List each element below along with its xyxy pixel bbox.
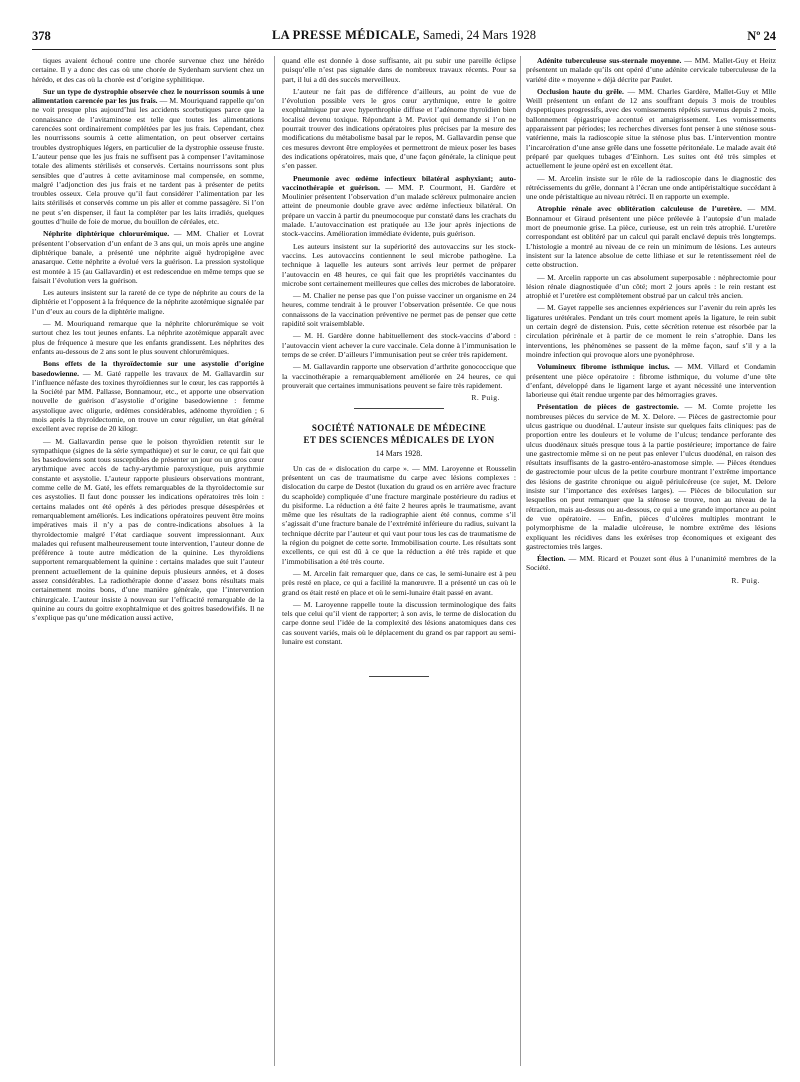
paragraph-text: — MM. Bonnamour et Giraud présentent une pièce prélevée à l’autopsie d’un malade mort de pneumonie grise. La pièce, curieuse, est un rein très atrophié. L’uretère correspondant est oblitéré par un calcul qui paraît enclavé depuis très longtemps. L’histologie a montré au niveau de ce rein un minimum de lésions. Les auteurs insistent sur la latence absolue de cette lithiase et sur le retentissement réel de cette obstruction. <box>526 204 776 270</box>
column-right <box>526 56 776 587</box>
article-title: Néphrite diphtérique chlorurémique. <box>43 229 170 239</box>
text-paragraph <box>282 362 516 390</box>
text-paragraph <box>282 600 516 646</box>
text-paragraph <box>282 56 516 84</box>
paragraph-text: Un cas de « dislocation du carpe ». — MM. Laroyenne et Rousselin présentent un cas de traumatisme du carpe avec lésions complexes : dislocation du carpe de Destot (luxation du graud os en arrière avec fracture du scaphoïde) compliquée d’une fracture marginale postérieure du radius et du pisiforme. La réduction a été faite 2 heures après le traumatisme, avant même que les résultats de la radiographie aient été connus, comme s’il s’agissait d’une fracture banale de l’extrémité inférieure du radius, suivant la technique décrite par l’auteur et qui vaut pour tous les cas de traumatisme de la région du poignet de cette sorte. Immobilisation courte. Les résultats sont excellents, ce qui est dû à ce que la réduction a été très rapide et que l’immobilisation a été très courte. <box>282 463 516 566</box>
paragraph-text: — M. Arcelin rapporte un cas absolument superposable : néphrectomie pour lésion rénale diagnostiquée d’un côté; mort 2 jours après : le rein restant est atrophié et l’uretère est complètement obstrué par un calcul très ancien. <box>526 272 776 301</box>
article-paragraph <box>526 554 776 573</box>
paragraph-text: — MM. Chalier et Lovrat présentent l’observation d’un enfant de 3 ans qui, un mois après une angine diphtérique banale, a présenté une néphrite aiguë hydropigène avec anasarque. Cette néphrite a évolué vers la guérison. La pression systolique est montée à 15 (au Gallavardin) et est redescendue en même temps que se faisait l’évolution vers la guérison. <box>32 229 264 285</box>
article-title: Présentation de pièces de gastrectomie. <box>537 402 679 412</box>
paragraph-text: — MM. Charles Gardère, Mallet-Guy et Mlle Weill présentent un enfant de 12 ans souffrant depuis 3 mois de troubles dyspeptiques progressifs, avec des vomissements répétés survenus depuis 2 mois, ballonnement épigastrique accentué et amaigrissement. Les vomissements apparaissent par périodes; les recherches diverses font penser à une sténose sous-vatérienne, mais la radioscopie situe la sténose plus bas. L’intervention montre l’incarcération d’une anse grêle dans une fossette péritonéale. Le malade avait été préparé par quelques tubages d’Einhorn. Les suites ont été très simples et actuellement le jeune opéré est en excellent état. <box>526 86 776 171</box>
paragraph-text: — M. Mouriquand rappelle qu’on ne voit presque plus aujourd’hui les accidents scorbutiques parce que la connaissance de l’avitaminose est telle que toutes les alimentations carencées sont ordinairement complétées par les jus frais. Cependant, chez les nourrissons soumis à cette alimentation, on peut observer certains troubles dystrophiques légers, en particulier de la dystrophie osseuse fruste. L’auteur pense que les jus frais ne suffisent pas à compenser l’avitaminose totale des aliments stérilisés et conservés. Certains nourrissons sont plus sensibles que d’autres à cette avitaminose mal compensée, en somme, malgré l’adjonction des jus frais et ne tardent pas à présenter de petits troubles osseux. Cela prouve qu’il faut considérer l’alimentation par les laits stérilisés et conservés comme un pis aller et comme passagère. Si l’on ne peut s’en dispenser, il faut la compléter par les laits irradiés, quelques gouttes d’huile de foie de morue, du bouillon de céréales, etc. <box>32 96 264 227</box>
paragraph-text: — M. Comte projette les nombreuses pièces du service de M. X. Delore. — Pièces de gastrectomie pour ulcus gastrique ou duodénal. L’auteur insiste sur quelques faits cliniques: pas de proportion entre les douleurs et le volume de l’ulcus; tendance perforante des ulcus duodénaux situés presque tous à la partie postérieure; importance de faire une gastrectomie même si on ne peut pas enlever l’ulcus duodénal, en raison des résultats insuffisants de la gastro-entéro-anastomose simple. — Pièces étendues de gastrectomie pour ulcus de la petite courbure montrant l’extrême importance des lésions de gastrite chronique ou aiguë périulcéreuse (ce sujet, M. Delore insiste sur l’importance des exérèses larges). — Pièces de biloculation sur lesquelles on peut remarquer que la sténose se trouve, non au niveau de la rétraction, mais au-dessus ou au-dessous, ce qui a une grande importance au point de vue opératoire. — Enfin, pièces d’ulcères multiples montrant le polymorphisme de la maladie ulcéreuse, le nombre extrême des lésions expliquant les récidives dans les exérèses trop économiques et exigeant des gastrectomies très larges. <box>526 402 776 551</box>
article-paragraph <box>32 229 264 285</box>
text-paragraph <box>526 303 776 359</box>
paragraph-text: — M. H. Gardère donne habituellement des stock-vaccins d’abord : l’autovaccin vient achever la cure vaccinale. Cela donne à l’immunisation le temps de se créer. D’ailleurs l’immunisation peut se créer très rapidement. <box>282 331 516 359</box>
author-signature: R. Puig. <box>731 575 760 585</box>
article-title: Pneumonie avec œdème infectieux bilatéral asphyxiant; auto-vaccinothérapie et guérison. <box>282 173 516 192</box>
text-paragraph <box>282 331 516 359</box>
text-paragraph <box>32 319 264 356</box>
text-paragraph <box>282 569 516 597</box>
session-date: 14 Mars 1928. <box>375 449 423 459</box>
text-paragraph <box>32 56 264 84</box>
text-paragraph <box>282 464 516 566</box>
author-signature: R. Puig. <box>471 393 500 403</box>
running-title <box>32 28 776 43</box>
issue-number: Nº 24 <box>747 29 776 43</box>
text-paragraph <box>282 291 516 328</box>
paragraph-text: tiques avaient échoué contre une chorée survenue chez une hérédo certaine. Il y a donc des cas où une chorée de Sydenham survient chez un hérédo, et des cas où la chorée est d’origine syphilitique. <box>32 56 264 84</box>
paragraph-text: — M. Gallavardin pense que le poison thyroïdien retentit sur le sympathique (signes de la série sympathique) et sur le cœur, ce qui fait que les basedowiens sont tous susceptibles de présenter un jour ou un gros cœur arythmique avec accès de tachy-arythmie paroxystique, puis arythmie constante et asystolie. L’auteur rapporte plusieurs observations montrant, comme celle de M. Gaté, les effets remarquables de la thyroïdectomie sur ces asystolies. Il faut donc pousser les indications opératoires très loin : certains malades ont été opérés à des périodes presque désespérées et remarquablement améliorés. Les indications opératoires peuvent être moins impératives mais il n’y a pas de contre-indications absolues à la thyroïdectomie malgré l’état cardiaque souvent impressionnant. Aux malades qui refusent malheureusement toute intervention, l’auteur donne de préférence à toute autre médication de la quinine. Les thyroïdiens supportent remarquablement la quinine : certains malades que suit l’auteur prennent actuellement de la quinine depuis plusieurs années, et à doses assez considérables. La radiothérapie donne d’assez bons résultats mais certainement moins bons, d’une manière générale, que l’intervention chirurgicale. L’auteur insiste à nouveau sur l’efficacité remarquable de la quinine au cours du goitre exophtalmique et des goitres basedowifiés. Il ne s’explique pas qu’une médication aussi active, <box>32 436 264 623</box>
article-title: Adénite tuberculeuse sus-sternale moyenne. <box>537 56 682 65</box>
paragraph-text: — M. Gallavardin rapporte une observation d’arthrite gonococcique que la vaccinothérapie a remarquablement améliorée en 24 heures, ce qui prouverait que certaines immunisations peuvent se faire très rapidement. <box>282 362 516 390</box>
article-paragraph <box>32 87 264 226</box>
page-number: 378 <box>32 29 51 43</box>
article-title: Sur un type de dystrophie observée chez le nourrisson soumis à une alimentation carencée par les jus frais. <box>32 86 264 106</box>
paragraph-text: — MM. Villard et Condamin présentent une pièce opératoire : fibrome isthmique, du volume d’une tête d’enfant, développé dans le ligament large et ayant nécessité une intervention laborieuse qui était rendue urgente par des hémorragies graves. <box>526 362 776 400</box>
paragraph-text: — M. Laroyenne rappelle toute la discussion terminologique des faits tels que celui qu’il vient de rapporter; à son avis, le terme de dislocation du carpe donne seul l’idée de la complexité des lésions anatomiques dans ces cas souvent variés, mais où le déplacement du grand os par rapport au semi-lunaire est constant. <box>282 599 516 647</box>
paragraph-text: — M. Gayet rappelle ses anciennes expériences sur l’avenir du rein après les ligatures urétérales. Pendant un très court moment après la ligature, le rein subit un certain degré de distension. Puis, cette sécrétion retenue est résorbée par la circulation périrénale et à partir de ce moment le rein s’atrophie. Dans les interventions, les phénomènes se passent de la même façon, sauf s’il y a la moindre infection qui provoque alors une pyonéphrose. <box>526 303 776 359</box>
article-title: Volumineux fibrome isthmique inclus. <box>537 362 670 372</box>
column-middle <box>282 56 516 677</box>
article-paragraph <box>526 402 776 551</box>
paragraph-text: — M. Mouriquand remarque que la néphrite chlorurémique se voit surtout chez les tout jeunes enfants. La néphrite azotémique apparaît avec plus de fréquence à mesure que les enfants grandissent. Les néphrites des enfants au-dessous de 2 ans sont le plus souvent chlorurémiques. <box>32 319 264 356</box>
article-paragraph <box>526 362 776 399</box>
article-paragraph <box>32 359 264 433</box>
article-paragraph <box>526 87 776 171</box>
text-paragraph <box>32 288 264 316</box>
journal-name: LA PRESSE MÉDICALE, <box>271 28 420 42</box>
column-divider <box>520 56 521 1066</box>
paragraph-text: — M. Chalier ne pense pas que l’on puisse vacciner un organisme en 24 heures, comme tendrait à le prouver l’observation présentée. Ce que nous connaissons de la vaccination préventive ne permet pas de penser que cette rapidité soit vraisemblable. <box>282 291 516 329</box>
text-paragraph <box>526 174 776 202</box>
paragraph-text: — M. Gaté rappelle les travaux de M. Gallavardin sur l’influence néfaste des toxines thyroïdiennes sur le cœur, les cas rapportés à la Société par MM. Pallasse, Bonnamour, etc., et apporte une observation nouvelle de guérison d’asystolie d’origine basedowienne : femme asystolique avec oligurie, œdèmes considérables, adénome thyroïdien ; 6 mois après la thyroïdectomie, on trouve un cœur régulier, un état général excellent avec reprise de 20 kilogr. <box>32 368 264 434</box>
page-header <box>32 25 776 50</box>
article-paragraph <box>526 204 776 269</box>
paragraph-text: quand elle est donnée à dose suffisante, ait pu subir une pareille éclipse puisqu’elle n’est pas signalée dans de nombreux travaux récents. Pour sa part, il lui a dû des succès merveilleux. <box>282 56 516 84</box>
text-paragraph <box>32 437 264 623</box>
issue-date: Samedi, 24 Mars 1928 <box>422 28 537 42</box>
article-title: Atrophie rénale avec oblitération calculeuse de l’uretère. <box>537 204 742 214</box>
column-left <box>32 56 264 626</box>
paragraph-text: L’auteur ne fait pas de différence d’ailleurs, au point de vue de l’évolution possible vers le gros cœur arythmique, entre le goitre exophtalmique pur avec hyperthrophie diffuse et l’adénome thyroïdien bien localisé devenu toxique. Répondant à M. Paviot qui demande si l’on ne pourrait trouver des indications opératoires plus précises par la mesure des modifications du métabolisme basal par le repos, M. Gallavardin pense que ces mesures devront être employées et permettront de mieux poser les bases des indications opératoires, mais que, d’une façon générale, la clinique peut s’en passer. <box>282 86 516 171</box>
article-paragraph <box>526 56 776 84</box>
paragraph-text: — MM. Ricard et Pouzet sont élus à l’unanimité membres de la Société. <box>526 554 776 573</box>
paragraph-text: — M. Arcelin insiste sur le rôle de la radioscopie dans le diagnostic des rétrécissements du grêle, donnant à l’écran une onde antipéristaltique succédant à une onde péristaltique au niveau rétréci. Il en rapporte un exemple. <box>526 173 776 202</box>
text-paragraph <box>526 273 776 301</box>
society-heading-line: ET DES SCIENCES MÉDICALES DE LYON <box>303 434 495 445</box>
paragraph-text: — M. Arcelin fait remarquer que, dans ce cas, le semi-lunaire est à peu près resté en place, ce qui a facilité la manœuvre. Il a présenté un cas où le grand os était resté en place et où le semi-lunaire était passé en avant. <box>282 568 516 597</box>
paragraph-text: — MM. Mallet-Guy et Heitz présentent un malade qu’ils ont opéré d’une adénite cervicale tuberculeuse de la variété dite « moyenne » déjà décrite par Paulet. <box>526 56 776 84</box>
paragraph-text: Les auteurs insistent sur la supériorité des autovaccins sur les stock-vaccins. Les autovaccins contiennent le seul microbe pathogène. La technique à laquelle les auteurs sont arrivés leur permet de préparer l’autovaccin en 48 heures, ce qui fait que les propriétés vaccinantes du microbe sont certainement meilleures que celles des microbes de laboratoire. <box>282 241 516 288</box>
text-paragraph <box>282 87 516 171</box>
end-rule <box>369 676 429 677</box>
society-heading <box>282 423 516 446</box>
article-title: Bons effets de la thyroïdectomie sur une asystolie d’origine basedowienne. <box>32 359 264 378</box>
text-paragraph <box>282 242 516 288</box>
article-title: Occlusion haute du grêle. <box>537 86 624 96</box>
paragraph-text: — MM. P. Courmont, H. Gardère et Moulinier présentent l’observation d’un malade scléreux pulmonaire ancien atteint de pneumonie double grave avec œdème infectieux bilatéral. On prépare un vaccin à partir du pneumocoque pur constaté dans les crachats du malade. L’autovaccination est pratiquée au 13e jour après injections de stock-vaccins. Amélioration immédiate évidente, puis guérison. <box>282 182 516 239</box>
column-divider <box>274 56 275 1066</box>
paragraph-text: Les auteurs insistent sur la rareté de ce type de néphrite au cours de la diphtérie et l’opposent à la fréquence de la néphrite azotémique signalée par l’un d’eux au cours de la diphtérie maligne. <box>32 288 264 316</box>
article-title: Élection. <box>537 554 566 564</box>
society-heading-line: SOCIÉTÉ NATIONALE DE MÉDECINE <box>311 423 487 434</box>
article-paragraph <box>282 174 516 239</box>
section-rule <box>354 408 444 409</box>
